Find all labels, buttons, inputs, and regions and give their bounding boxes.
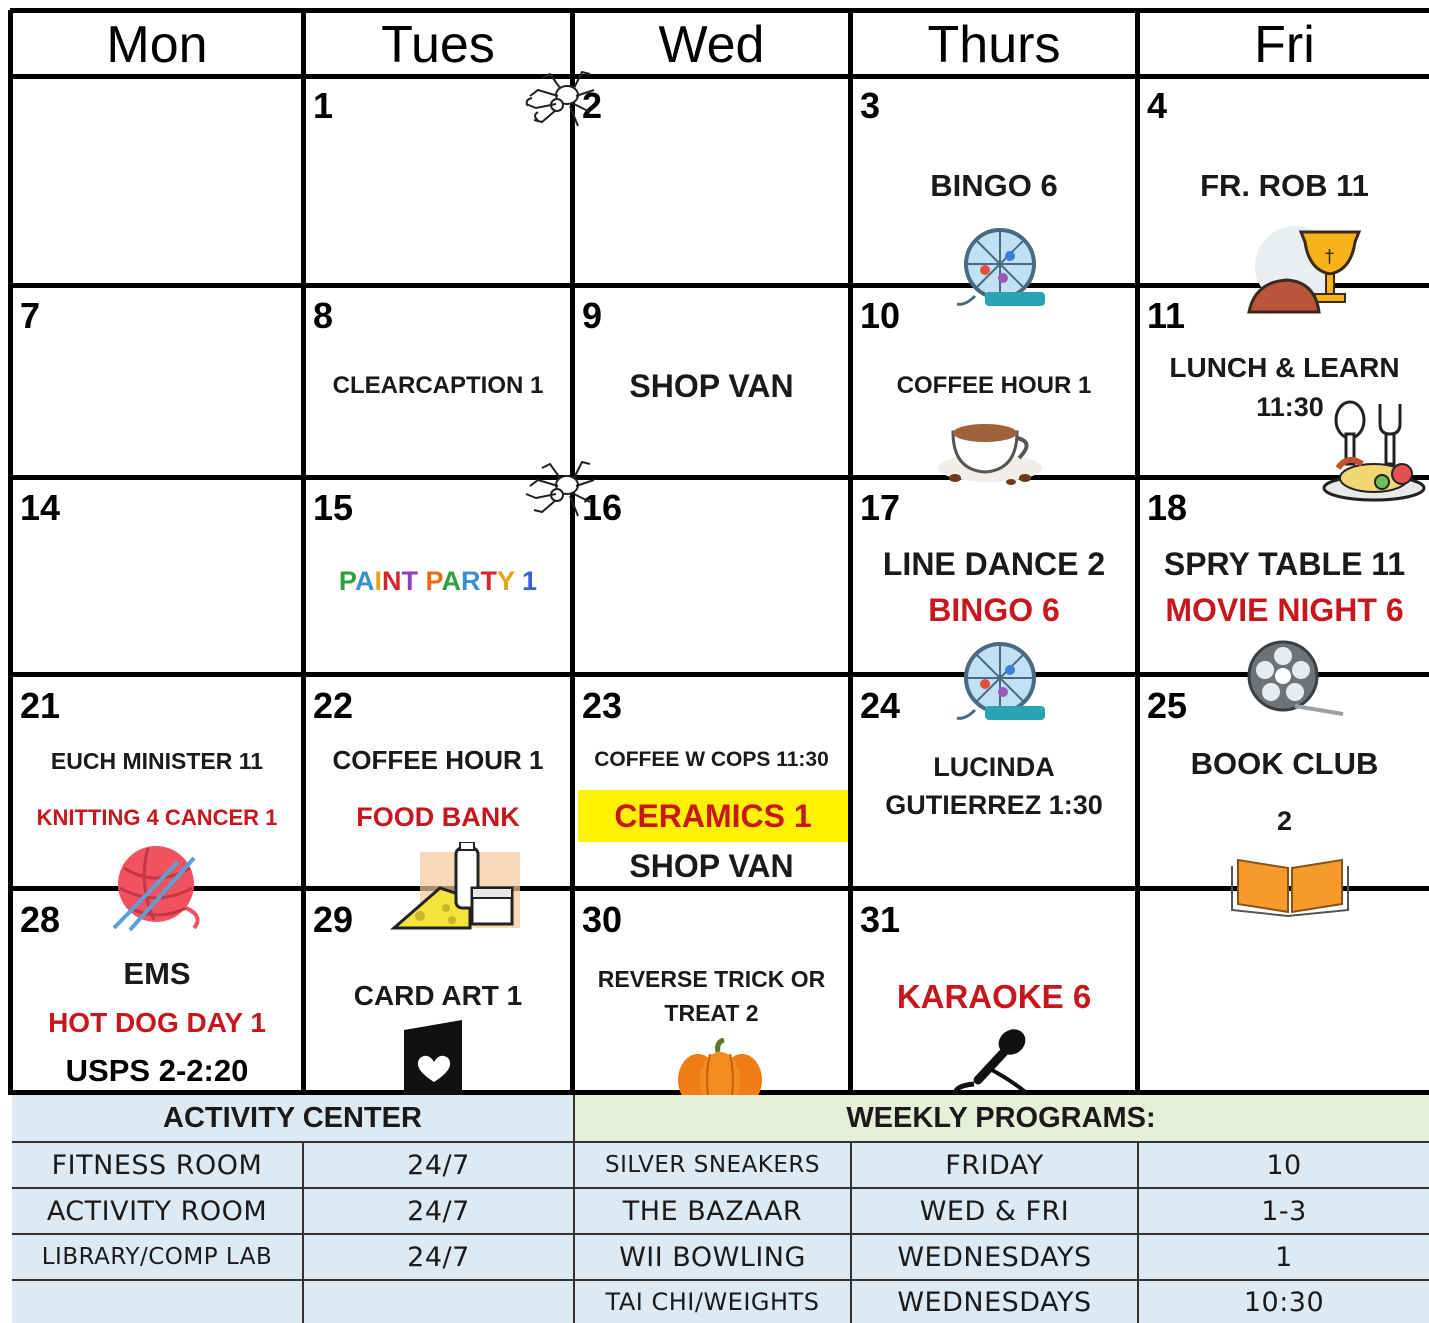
event-paint-party: [306, 566, 570, 597]
open-book-icon: [1230, 852, 1350, 918]
paint-party-letter: R: [460, 566, 481, 596]
event-fr-rob: FR. ROB 11: [1200, 168, 1369, 203]
header-mon: Mon: [106, 16, 208, 74]
grid-line: [301, 10, 306, 1095]
event-bingo: BINGO 6: [928, 592, 1060, 628]
event-shop-van: SHOP VAN: [629, 848, 794, 884]
event-shop-van: SHOP VAN: [629, 368, 794, 404]
header-thurs: Thurs: [927, 16, 1061, 74]
event-karaoke: KARAOKE 6: [896, 978, 1092, 1015]
day-number: 31: [860, 899, 901, 940]
microphone-icon: [948, 1024, 1038, 1094]
program-name: TAI CHI/WEIGHTS: [605, 1288, 820, 1316]
program-day: WEDNESDAYS: [897, 1241, 1092, 1273]
event-hot-dog: HOT DOG DAY 1: [48, 1007, 266, 1038]
event-coffee-hour: COFFEE HOUR 1: [896, 372, 1092, 399]
paint-party-letter: A: [354, 566, 375, 596]
paint-party-letter: P: [338, 566, 355, 596]
day-number: 10: [860, 295, 901, 336]
activity-name: ACTIVITY ROOM: [46, 1195, 268, 1227]
grid-line: [10, 475, 1429, 480]
day-number: 8: [313, 295, 334, 336]
day-number: 9: [582, 295, 603, 336]
event-reverse-trick: REVERSE TRICK OR: [597, 966, 826, 992]
program-time: 10:30: [1243, 1286, 1325, 1318]
activity-name: FITNESS ROOM: [51, 1149, 263, 1181]
event-spry-table: SPRY TABLE 11: [1163, 546, 1406, 582]
activity-hours: 24/7: [407, 1149, 470, 1181]
day-number: 2: [582, 85, 603, 126]
day-number: 18: [1147, 487, 1188, 528]
day-number: 24: [860, 685, 901, 726]
bingo-cage-icon: [955, 640, 1055, 730]
paint-party-letter: N: [381, 566, 402, 596]
film-reel-icon: [1245, 640, 1345, 720]
bingo-cage-icon: [955, 226, 1055, 316]
event-lucinda-time: GUTIERREZ 1:30: [885, 790, 1103, 820]
grid-line: [10, 8, 1429, 13]
event-coffee-hour: COFFEE HOUR 1: [332, 745, 544, 775]
grid-line: [10, 672, 1429, 677]
event-lunch-learn: LUNCH & LEARN: [1169, 352, 1400, 383]
day-number: 30: [582, 899, 623, 940]
event-clearcaption: CLEARCAPTION 1: [332, 372, 544, 399]
day-number: 11: [1147, 295, 1186, 336]
event-reverse-trick-2: TREAT 2: [664, 1000, 759, 1026]
header-wed: Wed: [658, 16, 765, 74]
spider-icon: [512, 60, 602, 140]
spider-icon: [512, 450, 602, 530]
day-number: 7: [20, 295, 41, 336]
chalice-bread-icon: [1245, 222, 1375, 318]
paint-party-letter: [515, 566, 523, 596]
event-book-club-time: 2: [1276, 806, 1293, 836]
food-plate-icon: [1318, 398, 1426, 506]
program-day: WEDNESDAYS: [897, 1286, 1092, 1318]
event-lunch-learn-time: 11:30: [1256, 392, 1324, 422]
day-number: 4: [1147, 85, 1168, 126]
program-name: SILVER SNEAKERS: [605, 1152, 820, 1178]
paint-party-letter: I: [374, 566, 382, 596]
event-book-club: BOOK CLUB: [1190, 746, 1379, 781]
event-coffee-cops: COFFEE W COPS 11:30: [594, 748, 829, 771]
grid-line: [8, 10, 13, 1095]
header-tues: Tues: [381, 16, 495, 74]
grid-line: [570, 10, 575, 1095]
event-bingo: BINGO 6: [930, 168, 1058, 203]
grid-line: [10, 886, 1429, 891]
program-name: WII BOWLING: [619, 1241, 806, 1273]
paint-party-letter: A: [441, 566, 461, 596]
day-number: 15: [313, 487, 354, 528]
day-number: 23: [582, 685, 623, 726]
day-number: 25: [1147, 685, 1188, 726]
paint-party-letter: P: [425, 566, 442, 596]
program-name: THE BAZAAR: [622, 1195, 803, 1227]
event-lucinda: LUCINDA: [933, 752, 1055, 782]
program-day: WED & FRI: [919, 1195, 1070, 1227]
paint-party-letter: Y: [496, 566, 515, 596]
activity-name: LIBRARY/COMP LAB: [41, 1244, 273, 1270]
event-food-bank: FOOD BANK: [356, 802, 520, 832]
paint-party-letter: T: [401, 566, 418, 596]
activity-hours: 24/7: [407, 1195, 470, 1227]
coffee-cup-icon: [935, 412, 1045, 487]
day-number: 29: [313, 899, 354, 940]
programs-table: [12, 1095, 1429, 1323]
cheese-milk-icon: [390, 842, 524, 938]
program-time: 1: [1275, 1241, 1293, 1273]
weekly-programs-title: WEEKLY PROGRAMS:: [846, 1101, 1156, 1134]
paint-party-letter: 1: [522, 566, 538, 596]
event-movie-night: MOVIE NIGHT 6: [1165, 592, 1404, 628]
event-card-art: CARD ART 1: [353, 980, 523, 1011]
event-knitting: KNITTING 4 CANCER 1: [36, 805, 278, 830]
day-number: 16: [582, 487, 623, 528]
grid-line: [10, 283, 1429, 288]
svg-text:†: †: [1325, 246, 1334, 267]
day-number: 28: [20, 899, 61, 940]
activity-hours: 24/7: [407, 1241, 470, 1273]
day-number: 21: [20, 685, 61, 726]
day-number: 14: [20, 487, 61, 528]
day-number: 3: [860, 85, 881, 126]
day-number: 17: [860, 487, 901, 528]
program-day: FRIDAY: [945, 1149, 1044, 1181]
day-number: 1: [313, 85, 334, 126]
event-ems: EMS: [123, 956, 191, 991]
paint-party-letter: T: [480, 566, 497, 596]
day-number: 22: [313, 685, 354, 726]
program-time: 10: [1266, 1149, 1302, 1181]
yarn-ball-icon: [108, 838, 208, 934]
event-ceramics: CERAMICS 1: [578, 790, 848, 842]
program-time: 1-3: [1261, 1195, 1307, 1227]
event-usps: USPS 2-2:20: [65, 1053, 249, 1088]
event-euch-minister: EUCH MINISTER 11: [50, 748, 264, 774]
event-line-dance: LINE DANCE 2: [882, 546, 1106, 582]
header-fri: Fri: [1254, 16, 1315, 74]
activity-center-title: ACTIVITY CENTER: [163, 1101, 422, 1134]
